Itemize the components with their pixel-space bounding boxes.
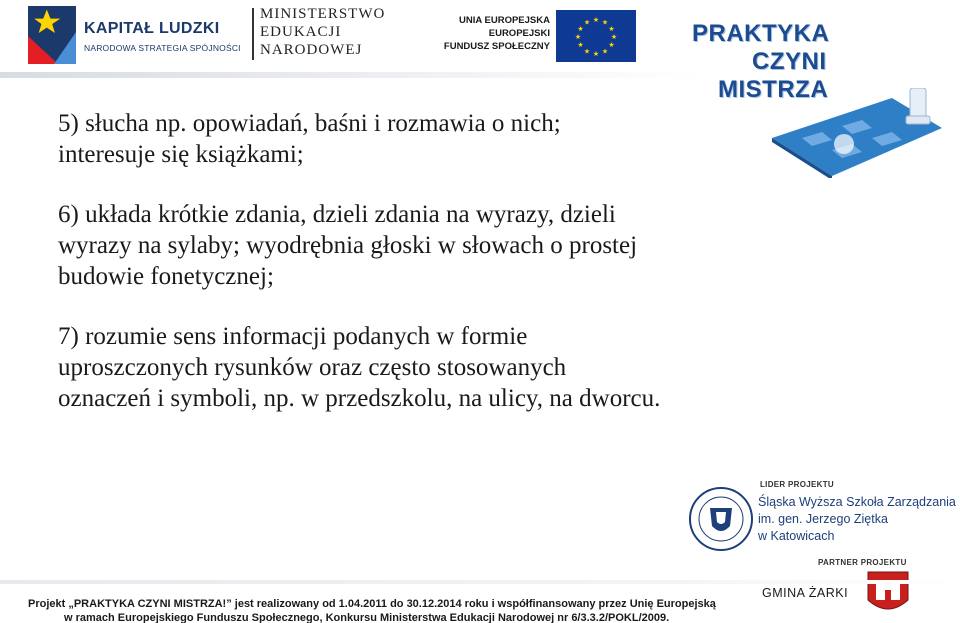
main-content (58, 108, 888, 414)
ministerstwo-logo (252, 6, 402, 64)
item-5-line1: 5) słucha np. opowiadań, baśni i rozmawia o nich; (58, 110, 561, 137)
kapital-ludzki-icon (28, 6, 76, 64)
svg-text:★: ★ (610, 33, 618, 41)
item-7-line3: oznaczeń i symboli, np. w przedszkolu, na ulicy, na dworcu. (58, 385, 661, 412)
item-7-line2: uproszczonych rysunków oraz często stosowanych (58, 354, 567, 381)
project-logo-line2: CZYNI (752, 48, 827, 75)
zarki-coat-of-arms-icon (866, 570, 910, 620)
eu-flag-icon (556, 10, 636, 62)
item-6-line1: 6) układa krótkie zdania, dzieli zdania na wyrazy, dzieli (58, 201, 616, 228)
svg-text:★: ★ (583, 47, 591, 56)
svg-text:★: ★ (577, 41, 584, 49)
kapital-ludzki-subtitle: NARODOWA STRATEGIA SPÓJNOŚCI (84, 43, 241, 53)
project-logo-line3: MISTRZA (718, 76, 829, 103)
footer-divider (0, 580, 960, 584)
kapital-ludzki-logo (28, 6, 241, 64)
lider-name-line3: w Katowicach (758, 529, 835, 543)
list-item (58, 108, 888, 170)
svg-text:★: ★ (608, 25, 615, 33)
svg-text:★: ★ (601, 18, 609, 27)
svg-text:★: ★ (577, 25, 584, 33)
item-5-line2: interesuje się książkami; (58, 141, 304, 168)
ministerstwo-divider (252, 8, 254, 60)
lider-name-line1: Śląska Wyższa Szkoła Zarządzania (758, 495, 956, 509)
ministerstwo-line3: NARODOWEJ (260, 42, 363, 58)
partner-label: PARTNER PROJEKTU (818, 558, 907, 567)
list-item (58, 321, 888, 414)
kapital-ludzki-title: KAPITAŁ LUDZKI (84, 20, 220, 37)
svg-text:★: ★ (601, 47, 609, 56)
unia-europejska-text (432, 14, 550, 53)
ministerstwo-line2: EDUKACJI (260, 24, 342, 40)
unia-line2: EUROPEJSKI (488, 28, 550, 39)
svg-text:★: ★ (592, 16, 600, 24)
footer (28, 597, 748, 623)
footer-line1: Projekt „PRAKTYKA CZYNI MISTRZA!” jest realizowany od 1.04.2011 do 30.12.2014 roku i współfinansowany przez Unię Europejską (28, 598, 716, 610)
lider-label: LIDER PROJEKTU (760, 480, 834, 489)
partner-name: GMINA ŻARKI (762, 586, 849, 600)
svg-text:★: ★ (592, 50, 600, 58)
lider-projektu (688, 480, 956, 552)
unia-europejska-logo (432, 10, 642, 62)
item-6-line3: budowie fonetycznej; (58, 263, 274, 290)
header-divider (0, 72, 700, 78)
university-seal-icon (688, 486, 754, 552)
unia-line3: FUNDUSZ SPOŁECZNY (443, 41, 550, 52)
partner-projektu (762, 558, 912, 618)
svg-text:★: ★ (583, 18, 591, 27)
svg-text:★: ★ (574, 33, 582, 41)
list-item (58, 199, 888, 292)
item-7-line1: 7) rozumie sens informacji podanych w formie (58, 323, 528, 350)
unia-line1: UNIA EUROPEJSKA (459, 15, 550, 26)
footer-line2: w ramach Europejskiego Funduszu Społecznego, Konkursu Ministerstwa Edukacji Narodowej nr 6/3.3.2/POKL/2009. (64, 612, 670, 623)
svg-text:★: ★ (608, 41, 615, 49)
lider-name-line2: im. gen. Jerzego Ziętka (758, 512, 888, 526)
project-logo-line1: PRAKTYKA (692, 20, 830, 47)
ministerstwo-line1: MINISTERSTWO (260, 6, 386, 22)
item-6-line2: wyrazy na sylaby; wyodrębnia głoski w słowach o prostej (58, 232, 638, 259)
